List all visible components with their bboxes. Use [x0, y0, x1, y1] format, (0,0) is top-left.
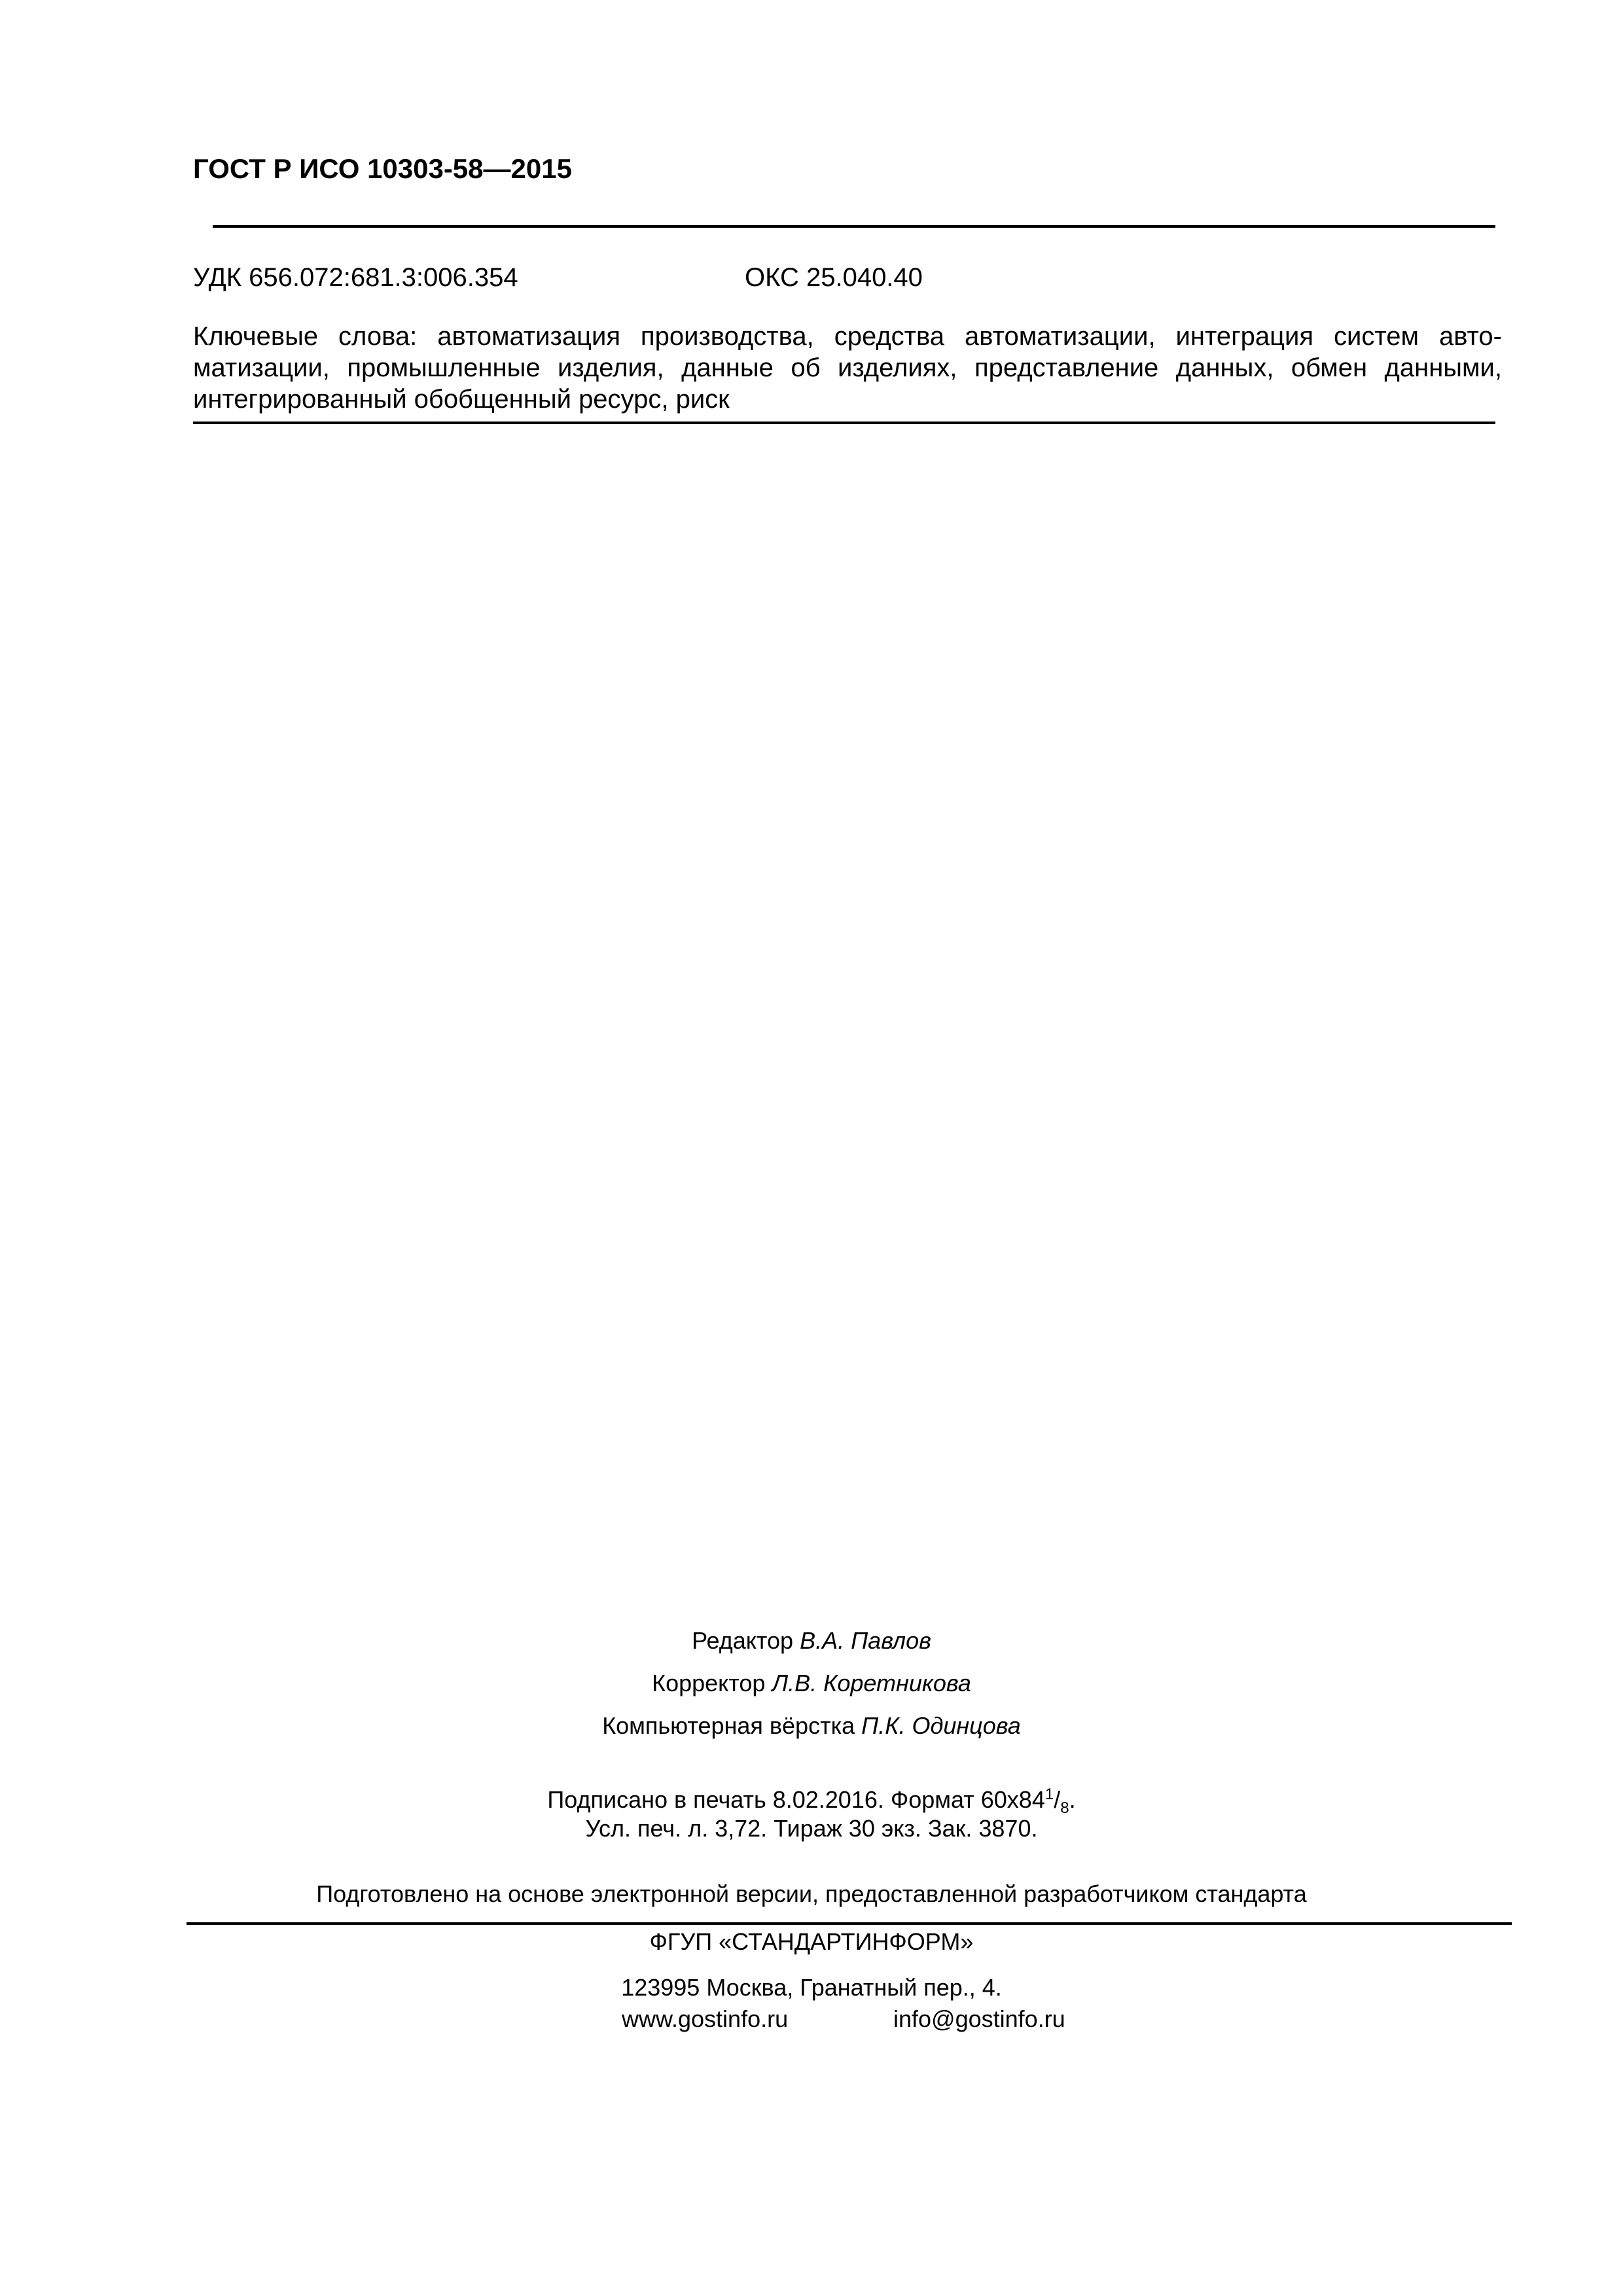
- udk-code: УДК 656.072:681.3:006.354: [193, 263, 518, 292]
- editor-label: Редактор: [692, 1627, 800, 1654]
- header-rule: [213, 225, 1495, 228]
- corrector-credit: [0, 1669, 1623, 1698]
- layout-name: П.К. Одинцова: [861, 1712, 1021, 1739]
- corrector-name: Л.В. Коретникова: [772, 1670, 971, 1696]
- format-sup: 1: [1044, 1785, 1054, 1803]
- keywords-paragraph: [193, 321, 1502, 415]
- format-end: .: [1069, 1786, 1076, 1813]
- editor-name: В.А. Павлов: [800, 1627, 931, 1654]
- email-link[interactable]: info@gostinfo.ru: [893, 2005, 1065, 2032]
- editor-credit: [0, 1626, 1623, 1655]
- keywords-line-2: матизации, промышленные изделия, данные об изделиях, представление данных, обмен данными,: [193, 353, 1502, 382]
- signed-text: Подписано в печать 8.02.2016. Формат 60x84: [547, 1786, 1045, 1813]
- format-slash: /: [1054, 1786, 1061, 1813]
- publisher-address: 123995 Москва, Гранатный пер., 4.: [621, 1974, 1002, 2001]
- format-sub: 8: [1060, 1799, 1069, 1818]
- footer-rule: [187, 1922, 1512, 1925]
- keywords-rule: [193, 422, 1495, 424]
- standard-code: ГОСТ Р ИСО 10303-58—2015: [193, 153, 572, 184]
- keywords-line-1: Ключевые слова: автоматизация производства, средства автоматизации, интеграция систем авто-: [193, 322, 1502, 351]
- oks-code: ОКС 25.040.40: [745, 263, 923, 292]
- website-link[interactable]: www.gostinfo.ru: [622, 2005, 789, 2032]
- publisher-name: ФГУП «СТАНДАРТИНФОРМ»: [649, 1928, 974, 1955]
- corrector-label: Корректор: [652, 1670, 772, 1696]
- signed-for-print: [0, 1785, 1623, 1818]
- layout-credit: [0, 1712, 1623, 1740]
- layout-label: Компьютерная вёрстка: [602, 1712, 862, 1739]
- keywords-line-3: интегрированный обобщенный ресурс, риск: [193, 385, 730, 414]
- prepared-note: Подготовлено на основе электронной версии, предоставленной разработчиком стандарта: [316, 1880, 1307, 1907]
- print-details: Усл. печ. л. 3,72. Тираж 30 экз. Зак. 3870.: [585, 1815, 1038, 1842]
